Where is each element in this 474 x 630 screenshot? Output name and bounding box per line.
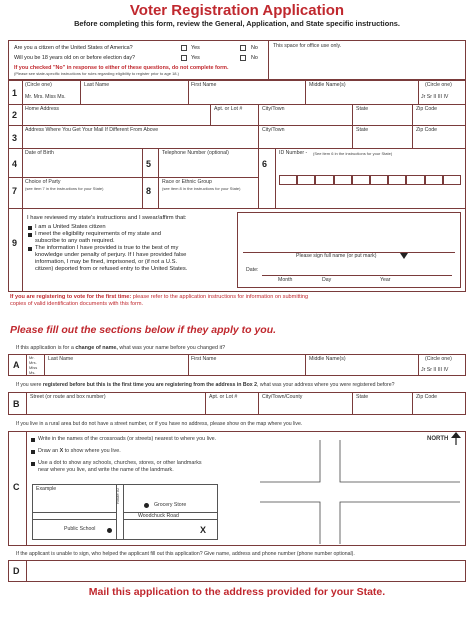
divider	[418, 354, 419, 376]
mail-address-label: Address Where You Get Your Mail If Different From Above	[25, 127, 159, 133]
yes-label: Yes	[191, 45, 200, 51]
zip-label: Zip Code	[416, 394, 438, 400]
day-label: Day	[322, 277, 332, 283]
suffix-options[interactable]: Jr Sr II III IV	[421, 94, 449, 100]
section-letter-d: D	[13, 566, 20, 576]
office-use-label: This space for office use only.	[273, 43, 342, 49]
race-note: (see item 8 in the instructions for your State)	[162, 186, 241, 191]
section-number-8: 8	[146, 186, 152, 196]
divider	[305, 80, 306, 104]
divider	[258, 148, 259, 208]
section-number-2: 2	[12, 110, 18, 120]
id-number-boxes[interactable]	[279, 175, 461, 185]
map-instruction-3b: near where you live, and write the name of the landmark.	[38, 467, 174, 473]
signature-box[interactable]	[237, 212, 461, 288]
bullet	[28, 233, 32, 237]
bullet	[28, 247, 32, 251]
map-instruction-2: Draw an X to show where you live.	[38, 448, 121, 454]
divider	[305, 354, 306, 376]
state-label: State	[356, 106, 369, 112]
citizen-no-checkbox[interactable]	[240, 45, 246, 51]
first-time-lead: If you are registering to vote for the first time:	[10, 294, 132, 300]
section-b-intro: If you were registered before but this is the first time you are registering from the address in Box 2, what was your address where you were registered before?	[16, 382, 395, 388]
year-label: Year	[380, 277, 391, 283]
city-label: City/Town	[262, 127, 285, 133]
month-label: Month	[278, 277, 293, 283]
section-number-4: 4	[12, 159, 18, 169]
row-divider	[8, 148, 466, 149]
party-label: Choice of Party	[25, 179, 61, 185]
woodchuck-label: Woodchuck Road	[138, 513, 179, 519]
date-label: Date:	[246, 267, 259, 273]
divider	[412, 392, 413, 415]
middle-name-label: Middle Name(s)	[309, 82, 346, 88]
bullet	[31, 462, 35, 466]
street-label: Street (or route and box number)	[30, 394, 106, 400]
eligibility-warning-note: (Please see state-specific instructions for rules regarding eligibility to register prior to age 18.)	[14, 71, 179, 76]
apply-heading: Please fill out the sections below if they apply to you.	[10, 324, 277, 336]
divider	[26, 431, 27, 546]
zip-label: Zip Code	[416, 106, 438, 112]
divider	[26, 354, 27, 376]
oath-eligibility-2: subscribe to any oath required.	[35, 238, 115, 244]
section-number-5: 5	[146, 159, 152, 169]
citizen-question: Are you a citizen of the United States of America?	[14, 45, 133, 51]
divider	[158, 148, 159, 208]
oath-truth-1: The information I have provided is true to the best of my	[35, 245, 179, 251]
section-number-7: 7	[12, 186, 18, 196]
divider	[205, 392, 206, 415]
divider	[188, 354, 189, 376]
apt-label: Apt. or Lot #	[209, 394, 238, 400]
divider	[268, 40, 269, 80]
section-number-9: 9	[12, 238, 18, 248]
section-number-3: 3	[12, 133, 18, 143]
form-title: Voter Registration Application	[129, 2, 345, 19]
crossroads-map[interactable]	[260, 440, 460, 544]
form-subtitle: Before completing this form, review the General, Application, and State specific instructions.	[74, 19, 400, 28]
divider	[418, 80, 419, 104]
divider	[258, 104, 259, 148]
yes-label: Yes	[191, 55, 200, 61]
date-line[interactable]	[262, 275, 452, 276]
prefix-circle-label: (Circle one)	[25, 82, 52, 88]
prefix-miss[interactable]: Miss	[29, 365, 38, 370]
party-note: (see item 7 in the instructions for your State)	[25, 186, 104, 191]
id-number-note: (See item 6 in the instructions for your State)	[313, 151, 393, 156]
row-divider	[8, 177, 258, 178]
oath-truth-4: citizen) deported from or refused entry to the United States.	[35, 266, 188, 272]
divider	[275, 148, 276, 208]
oath-truth-2: knowledge under penalty of perjury. If I have provided false	[35, 252, 187, 258]
number-column	[22, 80, 23, 292]
first-time-rest: please refer to the application instructions for information on submitting	[131, 294, 309, 300]
home-address-label: Home Address	[25, 106, 60, 112]
divider	[80, 80, 81, 104]
first-time-note-2: copies of valid identification documents with this form.	[10, 301, 144, 307]
suffix-circle-label: (Circle one)	[425, 82, 452, 88]
oath-truth-3: information, I may be fined, imprisoned, or (if not a U.S.	[35, 259, 178, 265]
intersection	[117, 512, 123, 520]
divider	[188, 80, 189, 104]
telephone-label: Telephone Number (optional)	[162, 150, 229, 156]
age-no-checkbox[interactable]	[240, 55, 246, 61]
section-a-box	[8, 354, 466, 376]
row-divider	[8, 125, 466, 126]
section-number-6: 6	[262, 159, 268, 169]
suffix-options[interactable]: Jr Sr II III IV	[421, 367, 449, 373]
bullet	[31, 450, 35, 454]
grocery-label: Grocery Store	[154, 502, 187, 508]
section-d-box[interactable]	[8, 560, 466, 582]
last-name-label: Last Name	[84, 82, 110, 88]
first-name-label: First Name	[191, 82, 217, 88]
prefix-mrs[interactable]: Mrs.	[29, 360, 37, 365]
last-name-label: Last Name	[48, 356, 74, 362]
bullet	[28, 226, 32, 230]
apt-label: Apt. or Lot #	[214, 106, 243, 112]
row-divider	[8, 104, 466, 105]
school-dot	[107, 528, 112, 533]
id-number-label: ID Number -	[279, 150, 308, 156]
divider	[210, 104, 211, 125]
oath-citizen: I am a United States citizen	[35, 224, 106, 230]
section-c-intro: If you live in a rural area but do not have a street number, or if you have no address, please show on the map where you live.	[16, 421, 303, 427]
map-instruction-1: Write in the names of the crossroads (or streets) nearest to where you live.	[38, 436, 217, 442]
arrow-down-icon	[400, 253, 410, 260]
bullet	[31, 438, 35, 442]
divider	[258, 392, 259, 415]
zip-label: Zip Code	[416, 127, 438, 133]
section-letter-a: A	[13, 360, 20, 370]
section-letter-b: B	[13, 399, 20, 409]
woodchuck-road	[32, 512, 218, 520]
mail-instruction: Mail this application to the address provided for your State.	[88, 586, 386, 598]
divider	[44, 354, 45, 376]
section-a-intro: If this application is for a change of name, what was your name before you changed it?	[16, 345, 226, 351]
first-time-note	[10, 294, 470, 301]
divider	[26, 560, 27, 582]
citizen-yes-checkbox[interactable]	[181, 45, 187, 51]
school-label: Public School	[64, 526, 96, 532]
dob-label: Date of Birth	[25, 150, 54, 156]
middle-name-label: Middle Name(s)	[309, 356, 346, 362]
no-label: No	[251, 45, 258, 51]
prefix-ms[interactable]: Ms.	[29, 370, 36, 375]
route-label: Route #2	[115, 487, 120, 504]
city-label: City/Town	[262, 106, 285, 112]
no-label: No	[251, 55, 258, 61]
divider	[26, 392, 27, 415]
first-name-label: First Name	[191, 356, 217, 362]
signature-label: Please sign full name (or put mark)	[296, 253, 377, 259]
x-mark: X	[200, 525, 207, 535]
age-yes-checkbox[interactable]	[181, 55, 187, 61]
section-number-1: 1	[12, 88, 18, 98]
section-letter-c: C	[13, 482, 20, 492]
prefix-options[interactable]: Mr. Mrs. Miss Ms.	[25, 94, 66, 100]
eligibility-warning: If you checked "No" in response to either of these questions, do not complete form.	[14, 65, 229, 71]
state-label: State	[356, 127, 369, 133]
divider	[352, 104, 353, 148]
section-d-intro: If the applicant is unable to sign, who helped the applicant fill out this application? Give name, address and phone number (phone number optional).	[16, 551, 355, 557]
divider	[352, 392, 353, 415]
divider	[412, 104, 413, 148]
oath-eligibility: I meet the eligibility requirements of my state and	[35, 231, 161, 237]
divider	[142, 148, 143, 208]
grocery-dot	[144, 503, 149, 508]
suffix-circle-label: (Circle one)	[425, 356, 452, 362]
oath-intro: I have reviewed my state's instructions and I swear/affirm that:	[27, 215, 187, 221]
race-label: Race or Ethnic Group	[162, 179, 212, 185]
prefix-mr[interactable]: Mr.	[29, 355, 35, 360]
age-question: Will you be 18 years old on or before election day?	[14, 55, 136, 61]
north-label: NORTH	[427, 436, 449, 442]
city-county-label: City/Town/County	[262, 394, 303, 400]
map-instruction-3a: Use a dot to show any schools, churches, stores, or other landmarks	[38, 460, 202, 466]
row-divider	[8, 208, 466, 209]
state-label: State	[356, 394, 369, 400]
example-label: Example	[36, 486, 57, 492]
